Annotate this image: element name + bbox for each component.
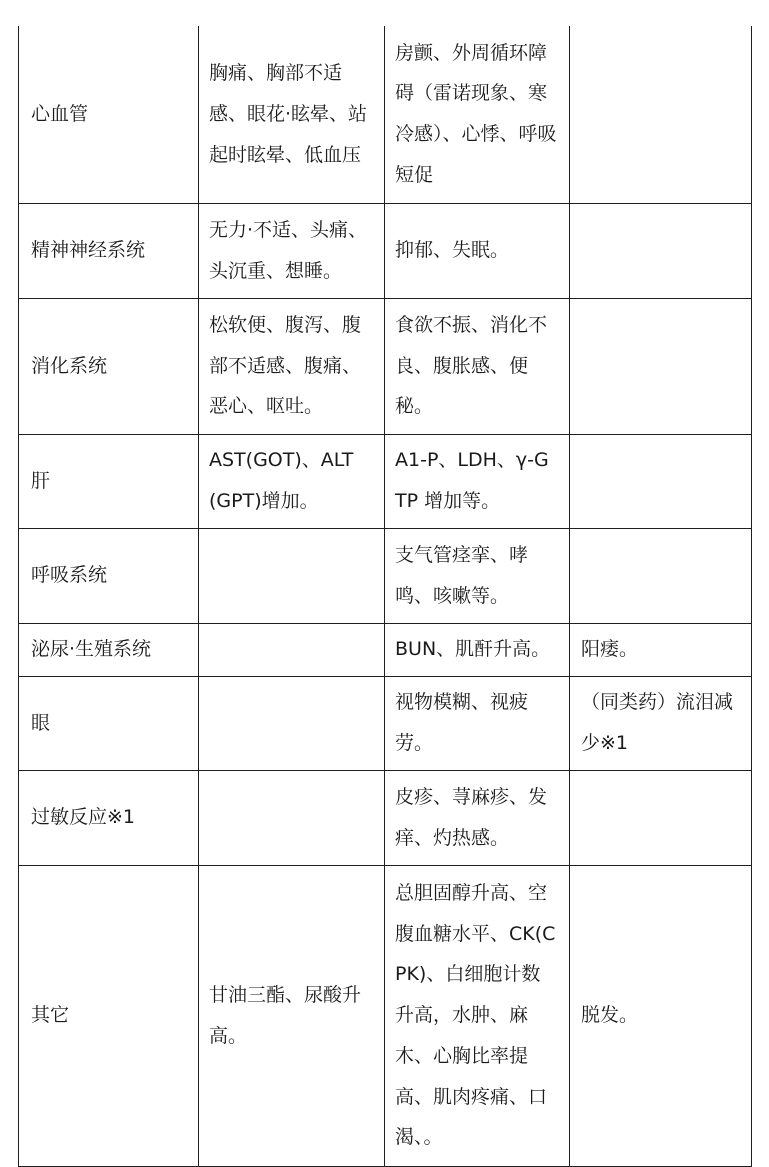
adverse-reactions-table-container [18,26,751,1167]
reaction-cell: 食欲不振、消化不良、腹胀感、便秘。 [385,298,570,434]
table-row [19,203,752,298]
reaction-cell [199,623,385,676]
reaction-cell [570,26,752,203]
table-row [19,676,752,770]
reaction-cell [570,203,752,298]
table-row [19,623,752,676]
reaction-cell: 无力·不适、头痛、头沉重、想睡。 [199,203,385,298]
system-cell: 泌尿·生殖系统 [19,623,199,676]
reaction-cell [570,528,752,623]
reaction-cell: 抑郁、失眠。 [385,203,570,298]
system-cell: 呼吸系统 [19,528,199,623]
system-cell: 精神神经系统 [19,203,199,298]
system-cell: 过敏反应※1 [19,770,199,865]
reaction-cell [199,676,385,770]
reaction-cell: （同类药）流泪减少※1 [570,676,752,770]
reaction-cell: 松软便、腹泻、腹部不适感、腹痛、恶心、呕吐。 [199,298,385,434]
reaction-cell: 胸痛、胸部不适感、眼花·眩晕、站起时眩晕、低血压 [199,26,385,203]
system-cell: 消化系统 [19,298,199,434]
reaction-cell: AST(GOT)、ALT(GPT)增加。 [199,434,385,528]
reaction-cell: A1-P、LDH、γ-GTP 增加等。 [385,434,570,528]
table-row [19,434,752,528]
reaction-cell: 视物模糊、视疲劳。 [385,676,570,770]
reaction-cell: 皮疹、荨麻疹、发痒、灼热感。 [385,770,570,865]
table-row [19,528,752,623]
reaction-cell [570,298,752,434]
reaction-cell [570,434,752,528]
reaction-cell: 阳痿。 [570,623,752,676]
system-cell: 其它 [19,865,199,1166]
reaction-cell [570,770,752,865]
reaction-cell: 脱发。 [570,865,752,1166]
reaction-cell: 总胆固醇升高、空腹血糖水平、CK(CPK)、白细胞计数升高，水肿、麻木、心胸比率提高、肌肉疼痛、口渴、。 [385,865,570,1166]
reaction-cell: 支气管痉挛、哮鸣、咳嗽等。 [385,528,570,623]
table-row [19,26,752,203]
reaction-cell [199,770,385,865]
adverse-reactions-table [18,26,752,1167]
system-cell: 眼 [19,676,199,770]
table-row [19,865,752,1166]
reaction-cell: BUN、肌酐升高。 [385,623,570,676]
system-cell: 心血管 [19,26,199,203]
reaction-cell: 房颤、外周循环障碍（雷诺现象、寒冷感）、心悸、呼吸短促 [385,26,570,203]
reaction-cell: 甘油三酯、尿酸升高。 [199,865,385,1166]
table-row [19,298,752,434]
table-row [19,770,752,865]
system-cell: 肝 [19,434,199,528]
reaction-cell [199,528,385,623]
